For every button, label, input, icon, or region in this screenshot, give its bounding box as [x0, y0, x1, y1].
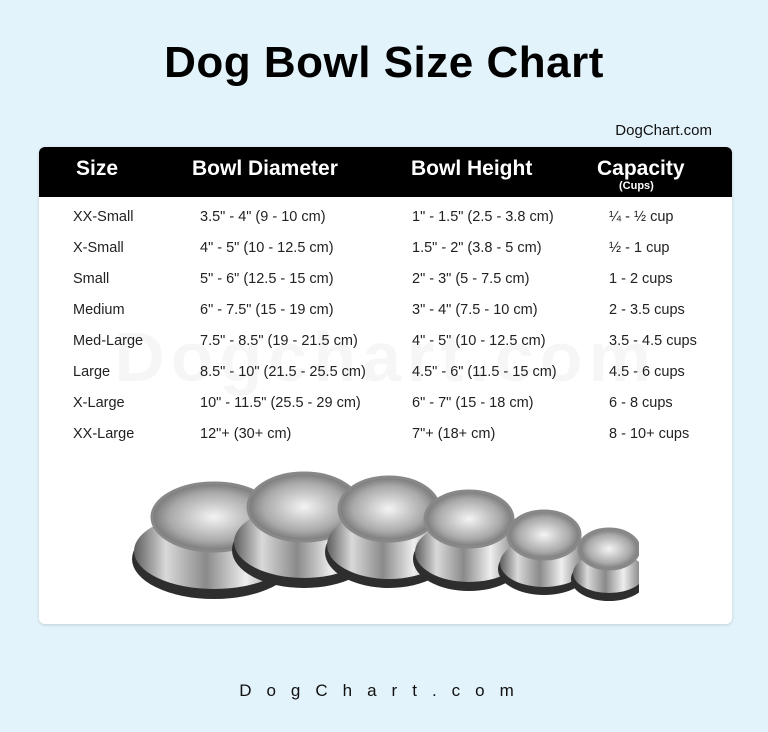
header-capacity: Capacity	[597, 157, 685, 180]
diameter-cell: 6" - 7.5" (15 - 19 cm)	[200, 302, 334, 318]
bowl-x-small	[571, 529, 639, 601]
header-bowl-diameter: Bowl Diameter	[192, 157, 338, 180]
diameter-cell: 10" - 11.5" (25.5 - 29 cm)	[200, 395, 361, 411]
header-bowl-height: Bowl Height	[411, 157, 533, 180]
diameter-cell: 4" - 5" (10 - 12.5 cm)	[200, 240, 334, 256]
size-chart-card	[39, 147, 732, 624]
size-cell: Med-Large	[73, 333, 144, 349]
header-capacity-unit: (Cups)	[619, 180, 654, 192]
page-title: Dog Bowl Size Chart	[164, 38, 604, 87]
size-cell: X-Large	[73, 395, 125, 411]
size-cell: XX-Large	[73, 426, 135, 442]
size-cell: Large	[73, 364, 111, 380]
diameter-cell: 12"+ (30+ cm)	[200, 426, 292, 442]
capacity-cell: 6 - 8 cups	[609, 395, 673, 411]
capacity-cell: 1 - 2 cups	[609, 271, 673, 287]
height-cell: 6" - 7" (15 - 18 cm)	[412, 395, 534, 411]
bowls-image	[119, 447, 639, 612]
table-row	[39, 358, 732, 389]
brand-label-top[interactable]: DogChart.com	[615, 122, 712, 139]
table-row	[39, 203, 732, 234]
diameter-cell: 5" - 6" (12.5 - 15 cm)	[200, 271, 334, 287]
brand-label-bottom[interactable]: DogChart.com	[239, 681, 529, 700]
table-row	[39, 234, 732, 265]
capacity-cell: ¼ - ½ cup	[609, 209, 674, 225]
height-cell: 1.5" - 2" (3.8 - 5 cm)	[412, 240, 542, 256]
capacity-cell: ½ - 1 cup	[609, 240, 670, 256]
table-header	[39, 147, 732, 197]
height-cell: 4" - 5" (10 - 12.5 cm)	[412, 333, 546, 349]
capacity-cell: 8 - 10+ cups	[609, 426, 690, 442]
diameter-cell: 7.5" - 8.5" (19 - 21.5 cm)	[200, 333, 358, 349]
size-cell: Small	[73, 271, 110, 287]
height-cell: 2" - 3" (5 - 7.5 cm)	[412, 271, 530, 287]
capacity-cell: 4.5 - 6 cups	[609, 364, 685, 380]
height-cell: 4.5" - 6" (11.5 - 15 cm)	[412, 364, 557, 380]
diameter-cell: 3.5" - 4" (9 - 10 cm)	[200, 209, 326, 225]
table-row	[39, 296, 732, 327]
size-cell: XX-Small	[73, 209, 134, 225]
table-row	[39, 389, 732, 420]
height-cell: 7"+ (18+ cm)	[412, 426, 496, 442]
size-cell: X-Small	[73, 240, 124, 256]
capacity-cell: 3.5 - 4.5 cups	[609, 333, 697, 349]
size-cell: Medium	[73, 302, 125, 318]
capacity-cell: 2 - 3.5 cups	[609, 302, 685, 318]
table-row	[39, 265, 732, 296]
height-cell: 3" - 4" (7.5 - 10 cm)	[412, 302, 538, 318]
diameter-cell: 8.5" - 10" (21.5 - 25.5 cm)	[200, 364, 366, 380]
height-cell: 1" - 1.5" (2.5 - 3.8 cm)	[412, 209, 554, 225]
table-row	[39, 327, 732, 358]
header-size: Size	[76, 157, 119, 180]
